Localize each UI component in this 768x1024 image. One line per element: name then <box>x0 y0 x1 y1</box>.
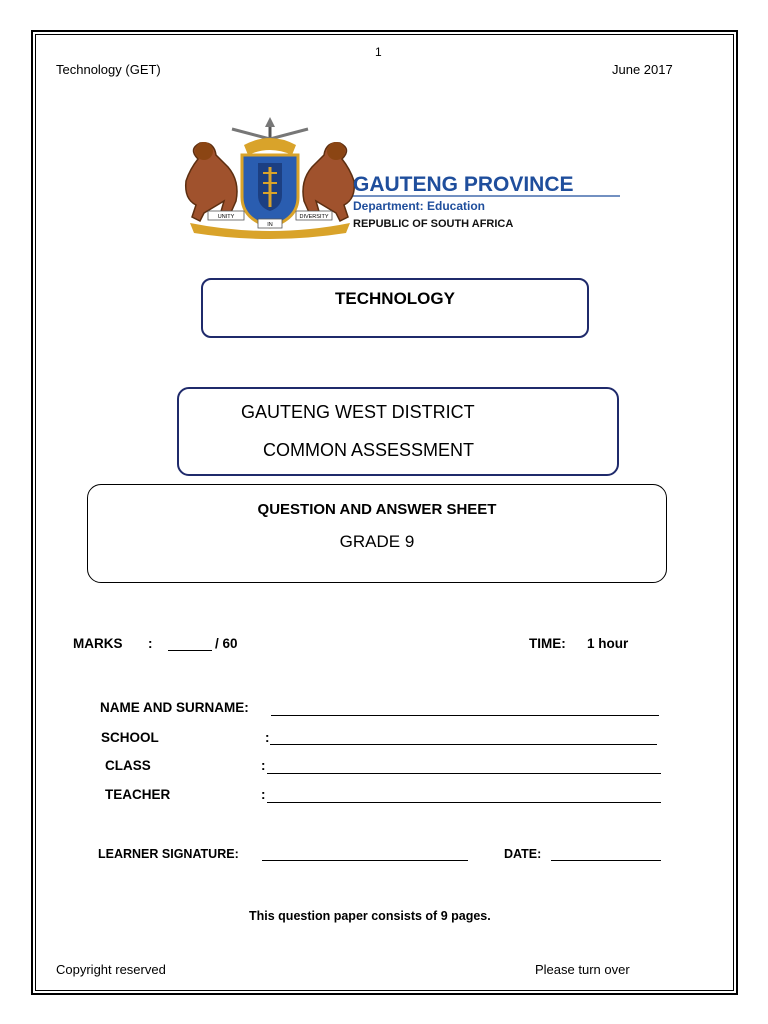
gauteng-education-logo <box>170 115 630 245</box>
footer-copyright: Copyright reserved <box>56 962 166 977</box>
assessment-type: COMMON ASSESSMENT <box>263 440 475 460</box>
time-value: 1 hour <box>587 636 629 651</box>
teacher-colon: : <box>261 787 266 802</box>
class-label: CLASS <box>105 758 151 773</box>
logo-province: GAUTENG PROVINCE <box>353 173 574 196</box>
teacher-label: TEACHER <box>105 787 171 802</box>
marks-blank[interactable] <box>168 650 212 651</box>
logo-department: Department: Education <box>353 199 486 213</box>
motto-word-1: UNITY <box>217 214 235 220</box>
school-colon: : <box>265 730 270 745</box>
district-box <box>177 387 619 476</box>
teacher-field[interactable] <box>267 802 661 803</box>
header-subject: Technology (GET) <box>56 62 161 77</box>
footer-turn-over: Please turn over <box>535 962 630 977</box>
district-name: GAUTENG WEST DISTRICT <box>241 402 475 422</box>
sheet-info-box <box>87 484 667 583</box>
name-label: NAME AND SURNAME: <box>100 700 249 715</box>
time-label: TIME: <box>529 636 566 651</box>
page-number: 1 <box>375 45 382 59</box>
marks-colon: : <box>148 636 153 651</box>
subject-title-box <box>201 278 589 338</box>
class-colon: : <box>261 758 266 773</box>
date-field[interactable] <box>551 860 661 861</box>
class-field[interactable] <box>267 773 661 774</box>
coat-of-arms-icon <box>186 117 355 239</box>
signature-label: LEARNER SIGNATURE: <box>98 847 239 861</box>
school-field[interactable] <box>270 744 657 745</box>
motto-word-2: IN <box>267 222 273 228</box>
name-field[interactable] <box>271 715 659 716</box>
marks-label: MARKS <box>73 636 123 651</box>
signature-field[interactable] <box>262 860 468 861</box>
date-label: DATE: <box>504 847 542 861</box>
header-date: June 2017 <box>612 62 673 77</box>
grade-label: GRADE 9 <box>339 532 415 551</box>
motto-word-3: DIVERSITY <box>299 214 329 220</box>
school-label: SCHOOL <box>101 730 159 745</box>
pages-note: This question paper consists of 9 pages. <box>249 909 491 923</box>
logo-country: REPUBLIC OF SOUTH AFRICA <box>353 218 514 230</box>
sheet-type: QUESTION AND ANSWER SHEET <box>257 501 497 518</box>
marks-total: / 60 <box>215 636 238 651</box>
subject-title: TECHNOLOGY <box>335 289 455 308</box>
